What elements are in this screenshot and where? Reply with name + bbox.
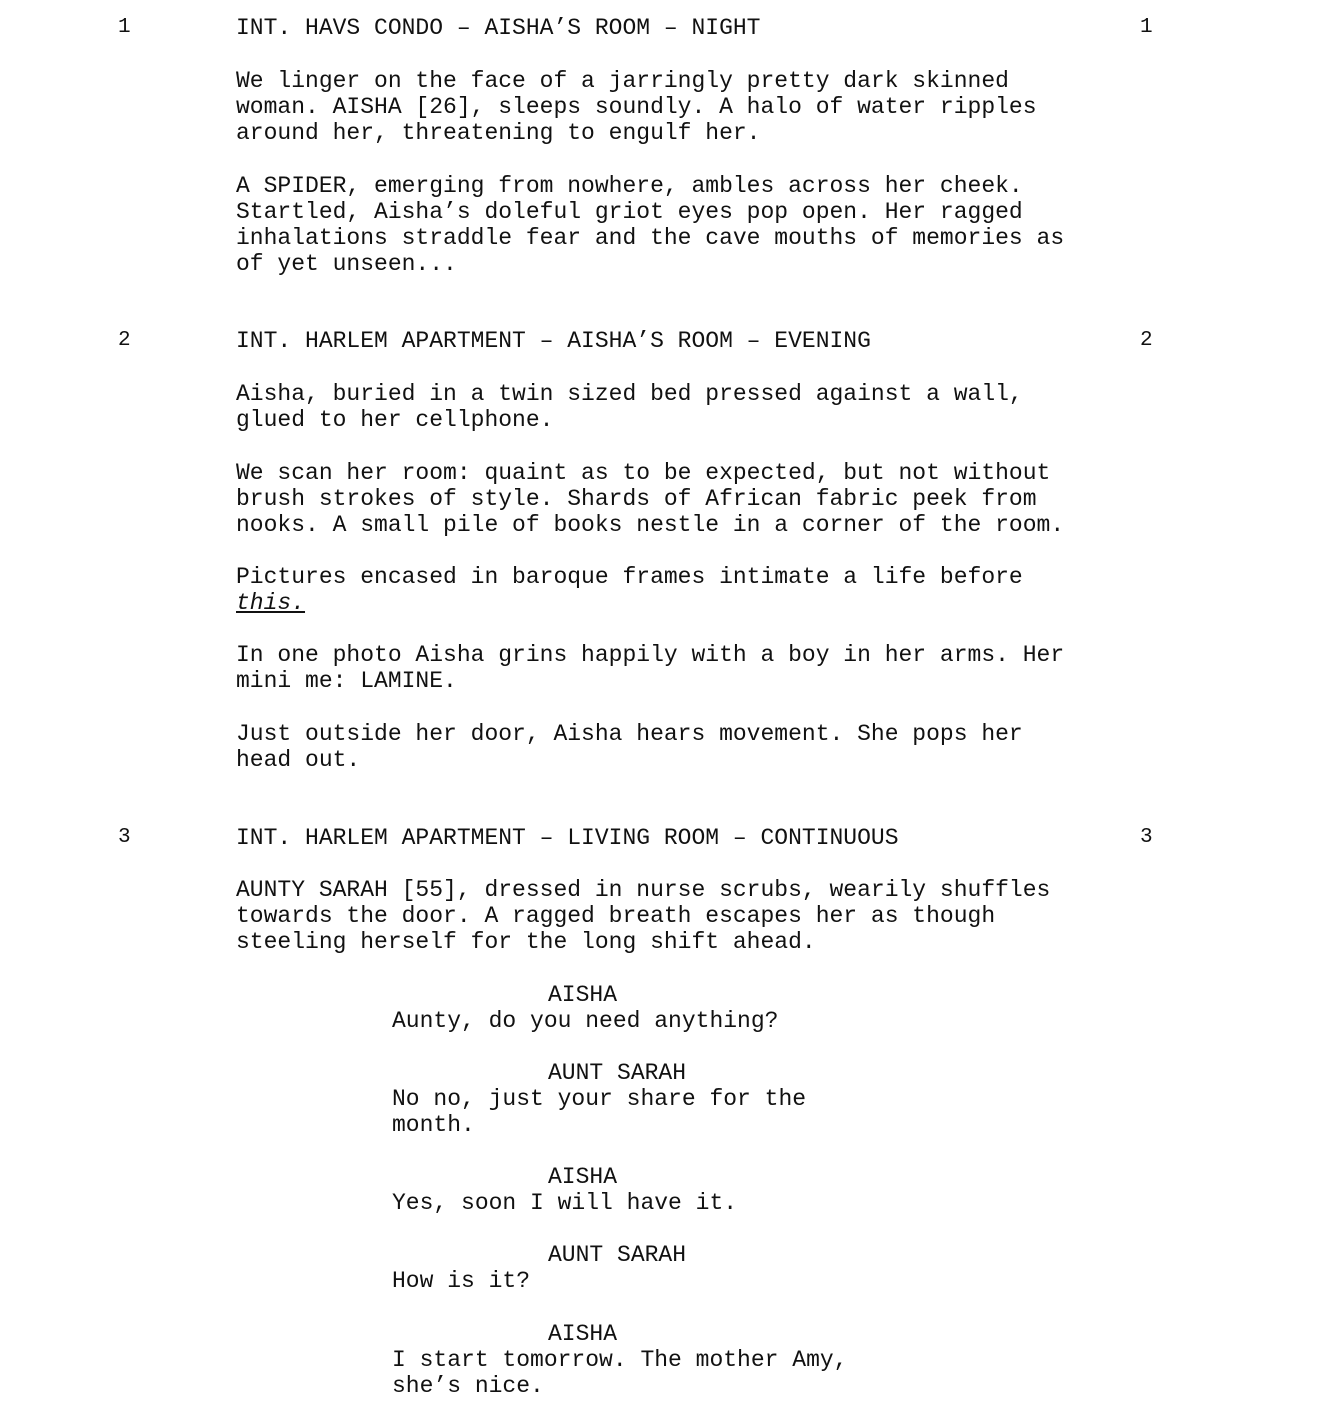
scene-heading: INT. HARLEM APARTMENT – LIVING ROOM – CONTINUOUS: [236, 825, 899, 851]
scene-number-right: 2: [1140, 329, 1153, 352]
action-paragraph: Just outside her door, Aisha hears movement. She pops her head out.: [236, 721, 1023, 773]
scene-heading: INT. HAVS CONDO – AISHA’S ROOM – NIGHT: [236, 15, 761, 41]
character-name: AUNT SARAH: [548, 1242, 687, 1268]
dialogue-line: No no, just your share for the month.: [392, 1086, 807, 1138]
scene-number-left: 3: [118, 826, 131, 849]
scene-heading: INT. HARLEM APARTMENT – AISHA’S ROOM – EVENING: [236, 328, 871, 354]
character-name: AUNT SARAH: [548, 1060, 687, 1086]
action-paragraph: We linger on the face of a jarringly pretty dark skinned woman. AISHA [26], sleeps soundly. A halo of water ripples around her, threatening to engulf her.: [236, 68, 1037, 146]
character-name: AISHA: [548, 1321, 618, 1347]
dialogue-line: Yes, soon I will have it.: [392, 1190, 738, 1216]
dialogue-line: I start tomorrow. The mother Amy, she’s nice.: [392, 1347, 848, 1399]
dialogue-line: How is it?: [392, 1268, 531, 1294]
scene-number-left: 2: [118, 329, 131, 352]
character-name: AISHA: [548, 1164, 618, 1190]
action-paragraph: In one photo Aisha grins happily with a boy in her arms. Her mini me: LAMINE.: [236, 642, 1065, 694]
scene-number-left: 1: [118, 16, 131, 39]
action-paragraph: A SPIDER, emerging from nowhere, ambles across her cheek. Startled, Aisha’s doleful griot eyes pop open. Her ragged inhalations straddle fear and the cave mouths of memories as of yet unseen...: [236, 173, 1065, 277]
action-paragraph: Pictures encased in baroque frames intimate a life before: [236, 564, 1023, 590]
scene-number-right: 3: [1140, 826, 1153, 849]
scene-number-right: 1: [1140, 16, 1153, 39]
action-paragraph: We scan her room: quaint as to be expected, but not without brush strokes of style. Shards of African fabric peek from nooks. A small pile of books nestle in a corner of the room.: [236, 460, 1065, 538]
character-name: AISHA: [548, 982, 618, 1008]
dialogue-line: Aunty, do you need anything?: [392, 1008, 779, 1034]
emphasized-word: this.: [236, 590, 306, 616]
action-paragraph: Aisha, buried in a twin sized bed pressed against a wall, glued to her cellphone.: [236, 381, 1023, 433]
action-paragraph: AUNTY SARAH [55], dressed in nurse scrubs, wearily shuffles towards the door. A ragged breath escapes her as though steeling herself for the long shift ahead.: [236, 877, 1051, 955]
